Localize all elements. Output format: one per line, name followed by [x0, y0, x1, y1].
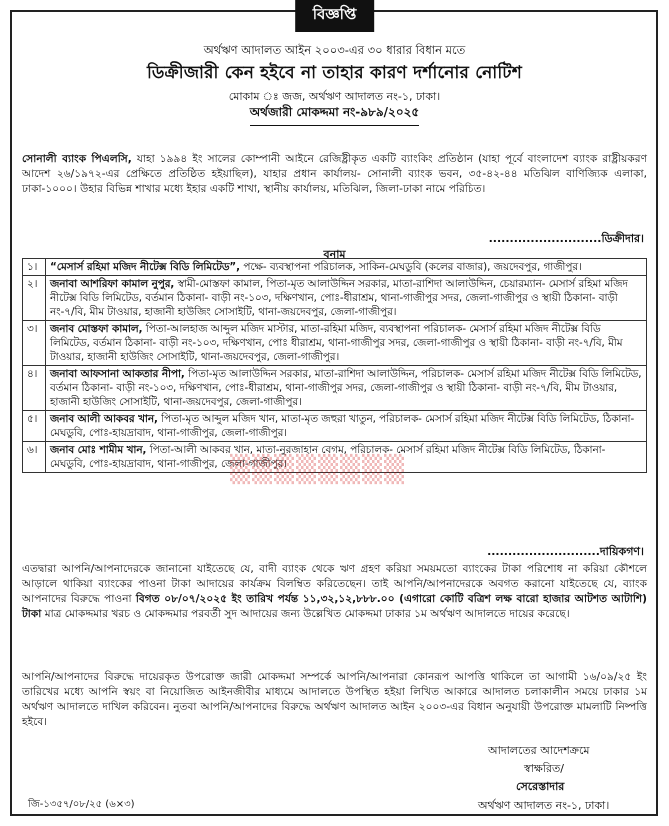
defendant-text: পিতা-মৃত আলাউদ্দিন সরকার, মাতা-রাশিদা আলাউদ্দিন, পরিচালক- মেসার্স রহিমা মজিদ নীটেক্স বিডি লিমিটেড, বর্তমান ঠিকানা- বাড়ী নং-১০৩, দক্ষিণখান, পোঃ-ধীরাশ্রম, থানা-গাজীপুর সদর, জেলা-গাজীপুর ও স্থায়ী ঠিকানা- বাড়ী নং-৭/বি, মীম টাওয়ার, হাজানী হাউজিং সোসাইটি, থানা-জয়দেবপুর, জেলা-গাজীপুর। — [50, 368, 642, 408]
defendant-row — [23, 366, 647, 411]
body1-amount: বিগত ০৮/০৭/২০২৫ ইং তারিখ পর্যন্ত ১১,৩২,১২,৮৮৮.০০ (এগারো কোটি বত্রিশ লক্ষ বারো হাজার আটশত আটাশি) টাকা — [22, 593, 647, 620]
defendant-name: জনাব মোঃ শামীম খান, — [50, 444, 147, 456]
defendant-number: ৫। — [23, 411, 46, 442]
signature-line-2: স্বাক্ষরিত/ — [524, 762, 564, 775]
notice-headline: ডিক্রীজারী কেন হইবে না তাহার কারণ দর্শানোর নোটিশ — [146, 63, 522, 83]
defendant-number: ২। — [23, 276, 46, 321]
defendant-row — [23, 259, 647, 276]
defendant-details — [46, 411, 647, 442]
defendant-name: জনাবা আফসানা আকতার নীপা, — [50, 368, 185, 380]
defendant-text: পক্ষে- ব্যবস্থাপনা পরিচালক, সাকিন-মেঘডুবি (কলের বাজার), জয়দেবপুর, গাজীপুর। — [240, 261, 582, 273]
defendant-name: “মেসার্স রহিমা মজিদ নীটেক্স বিডি লিমিটেড”, — [50, 261, 241, 273]
plaintiff-name: সোনালী ব্যাংক পিএলসি, — [22, 153, 132, 165]
body1-text-pre: এতদ্বারা আপনি/আপনাদেরকে জানানো যাইতেছে যে, বাদী ব্যাংক থেকে ঋণ গ্রহণ করিয়া সময়মতো ব্যাংকের টাকা পরিশোধ না করিয়া কৌশলে আড়ালে থাকিয়া ব্যাংকের পাওনা টাকা আদায়ের কার্যক্রম বিলম্বিত করিতেছেন। তাই আপনি/আপনাদেরকে অবগত করানো যাইতেছে যে, ব্যাংক আপনাদের বিরুদ্ধে পাওনা — [22, 563, 647, 605]
body-paragraph-2: আপনি/আপনাদের বিরুদ্ধে দায়েরকৃত উপরোক্ত জারী মোকদ্দমা সম্পর্কে আপনি/আপনারা কোনরূপ আপত্তি থাকিলে তা আগামী ১৬/০৯/২৫ ইং তারিখের মধ্যে আপনি স্বয়ং বা নিয়োজিত আইনজীবীর মাধ্যমে আদালতে উপস্থিত হইয়া লিখিত আকারে আদালত চলাকালীন সময়ে ঢাকার ১ম অর্থঋণ আদালতে দাখিল করিবেন। নুতবা আপনি/আপনাদের বিরুদ্ধে অর্থঋণ আদালত আইন ২০০৩-এর বিধান অনুযায়ী উপরোক্ত মামলাটি নিষ্পত্তি হইবে। — [22, 671, 647, 728]
court-line: মোকাম ঃ জজ, অর্থঋণ আদালত নং-১, ঢাকা। — [228, 90, 441, 103]
defendant-details — [46, 366, 647, 411]
defendant-details — [46, 276, 647, 321]
defendant-name: জনাবা আশরিফা কামাল নুপুর, — [50, 278, 175, 290]
defendant-details — [46, 321, 647, 366]
decree-holder-label: ...........................ডিক্রীদার। — [488, 232, 644, 245]
defendant-number: ৪। — [23, 366, 46, 411]
defendant-details — [46, 259, 647, 276]
defendant-name: জনাব মোস্তফা কামাল, — [50, 323, 143, 335]
case-number: অর্থজারী মোকদ্দমা নং-৯৮৯/২০২৫ — [250, 104, 419, 126]
defendant-number: ৩। — [23, 321, 46, 366]
defendant-row — [23, 411, 647, 442]
defendant-number: ১। — [23, 259, 46, 276]
body1-text-post: মাত্র মোকদ্দমার খরচ ও মোকদ্দমার পরবর্তী সুদ আদায়ের জন্য উল্লেখিত মোকদ্দমা ঢাকার ১ম অর্থঋণ আদালতে দায়ের করেছে। — [41, 608, 570, 620]
defendant-text: পিতা-আলহাজ আব্দুল মজিদ মাস্টার, মাতা-রহিমা মজিদ, ব্যবস্থাপনা পরিচালক- মেসার্স রহিমা মজিদ নীটেক্স বিডি লিমিটেড, বর্তমান ঠিকানা- বাড়ী নং-১০৩, দক্ষিণখান, পোঃ ধীরাশ্রম, থানা-গাজীপুর সদর, জেলা-গাজীপুর ও স্থায়ী ঠিকানা- বাড়ী নং-৭/বি, মীম টাওয়ার, হাজানী হাউজিং সোসাইটি, থানা-জয়দেবপুর, জেলা-গাজীপুর। — [50, 323, 623, 363]
act-line: অর্থঋণ আদালত আইন ২০০৩-এর ৩০ ধারার বিধান মতে — [203, 43, 466, 57]
defendant-row — [23, 276, 647, 321]
newspaper-watermark: ▒▒▒▒▒▒▒▒ — [230, 455, 406, 485]
debtors-label: ...........................দায়িকগণ। — [487, 545, 644, 558]
signature-line-4: অর্থঋণ আদালত নং-১, ঢাকা। — [478, 799, 610, 812]
notice-title: বিজ্ঞপ্তি — [295, 0, 375, 32]
case-number-wrap — [0, 104, 669, 126]
signature-line-1: আদালতের আদেশক্রমে — [488, 744, 590, 757]
defendant-text: পিতা-মৃত আব্দুল মজিদ খান, মাতা-মৃত জহুরা খাতুন, পরিচালক- মেসার্স রহিমা মজিদ নীটেক্স বিডি লিমিটেড, ঠিকানা- মেঘডুবি, পোঃ-হায়দ্রাবাদ, থানা-গাজীপুর, জেলা-গাজীপুর। — [50, 413, 635, 439]
defendant-text: পিতা-আলী আকবর খান, মাতা-নুরজাহান বেগম, পরিচালক- মেসার্স রহিমা মজিদ নীটেক্স বিডি লিমিটেড, ঠিকানা- মেঘডুবি, পোঃ-হায়দ্রাবাদ, থানা-গাজীপুর, জেলা-গাজীপুর। — [50, 444, 606, 470]
plaintiff-paragraph — [22, 152, 647, 197]
plaintiff-text: যাহা ১৯৯৪ ইং সালের কোম্পানী আইনে রেজিষ্ট্রীকৃত একটি ব্যাংকিং প্রতিষ্ঠান (যাহা পূর্বে বাংলাদেশ ব্যাংক রাষ্ট্রীয়করণ আদেশ ২৬/১৯৭২-এর প্রেক্ষিতে প্রতিষ্ঠিত হইয়াছিল), যাহার প্রধান কার্যালয়- সোনালী ব্যাংক ভবন, ৩৫-৪২-৪৪ মতিঝিল বাণিজ্যিক এলাকা, ঢাকা-১০০০। উহার বিভিন্ন শাখার মধ্যে ইহার একটি শাখা, স্থানীয় কার্যালয়, মতিঝিল, জিলা-ঢাকা নামে পরিচিত। — [22, 153, 647, 195]
defendant-text: স্বামী-মোস্তফা কামাল, পিতা-মৃত আলাউদ্দিন সরকার, মাতা-রাশিদা আলাউদ্দিন, চেয়ারম্যান- মেসার্স রহিমা মজিদ নীটেক্স বিডি লিমিটেড, বর্তমান ঠিকানা- বাড়ী নং-১০৩, দক্ষিণখান, পোঃ-ধীরাশ্রম, থানা-গাজীপুর সদর, জেলা-গাজীপুর ও স্থায়ী ঠিকানা- বাড়ী নং-৭/বি, মীম টাওয়ার, হাজানী হাউজিং সোসাইটি, থানা-জয়দেবপুর, জেলা-গাজীপুর। — [50, 278, 628, 318]
signature-line-3: সেরেস্তাদার — [516, 780, 565, 793]
defendant-number: ৬। — [23, 442, 46, 473]
defendants-table — [22, 258, 647, 473]
body-paragraph-1 — [22, 562, 647, 622]
versus-label: বনাম — [323, 248, 346, 261]
footer-code: জি-১৩৫৭/০৮/২৫ (৬×৩) — [28, 799, 135, 810]
defendant-row — [23, 321, 647, 366]
defendant-name: জনাব আলী আকবর খান, — [50, 413, 158, 425]
